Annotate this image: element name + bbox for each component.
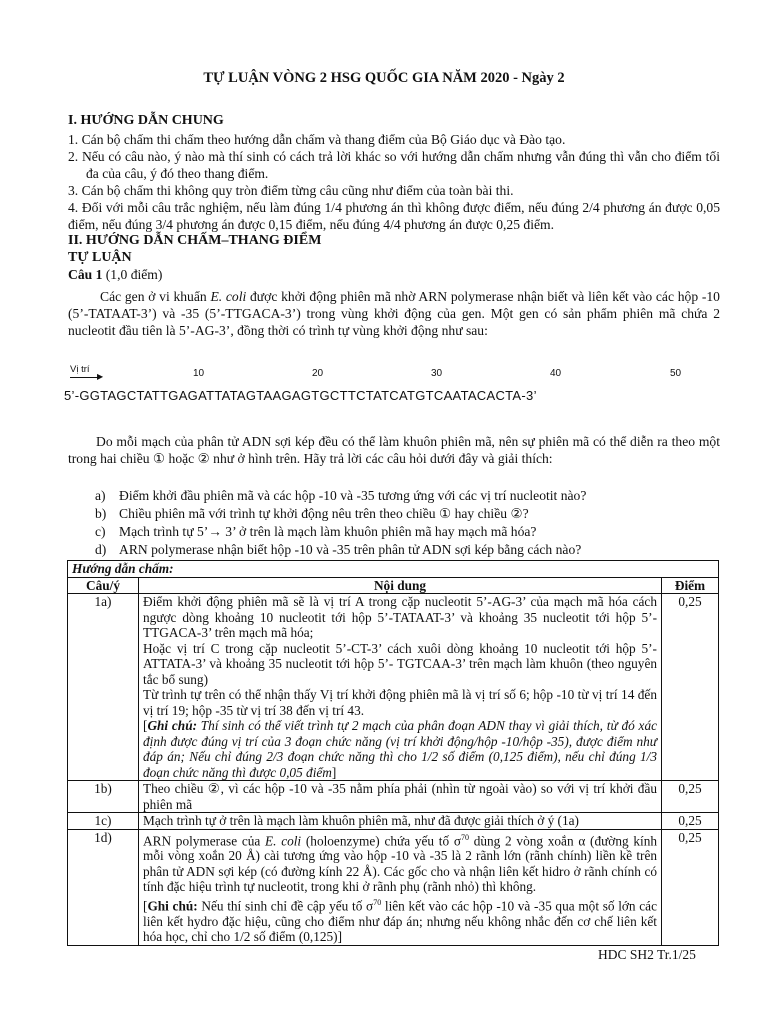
note-text: liên kết vào các hộp -10 và -35 qua một số lớn các liên kết hydro đặc hiệu, cũng cho điểm như đáp án; nhưng nếu không nhắc đến cơ chế liên kết hóa học, chỉ cho 1/2 số điểm (0,125)]: [143, 898, 657, 945]
row-content: Theo chiều ②, vì các hộp -10 và -35 nằm phía phải (nhìn từ ngoài vào) so với vị trí khởi đầu phiên mã: [139, 781, 662, 813]
section2-subheading: TỰ LUẬN: [68, 250, 132, 265]
question-label: b): [95, 506, 107, 521]
instruction-item: 2. Nếu có câu nào, ý nào mà thí sinh có cách trả lời khác so với hướng dẫn chấm nhưng vẫn đúng thì vẫn cho điểm tối đa của câu, ý đó theo thang điểm.: [68, 149, 720, 181]
grading-table: [67, 560, 719, 946]
species-name: E. coli: [210, 289, 247, 304]
answer-note: [Ghi chú: Thí sinh có thể viết trình tự 2 mạch của phân đoạn ADN thay vì giải thích, từ đó xác định được đúng vị trí của 3 đoạn chức năng (vị trí khởi động/hộp -10/hộp -35), được điểm như đáp án; Nếu chỉ đúng 2/3 đoạn chức năng thì cho 1/2 số điểm (0,125 điểm), nếu chỉ đúng 1/3 đoạn chức năng thì được 0,05 điểm]: [143, 718, 657, 780]
question-label: d): [95, 542, 107, 557]
answer-paragraph: Hoặc vị trí C trong cặp nucleotit 5’-CT-3’ cách xuôi dòng khoảng 10 nucleotit tới hộp 5’-ATTATA-3’ và khoảng 35 nucleotit tới hộp 5’- TGTCAA-3’ trên mạch làm khuôn (theo nguyên tắc bổ sung): [143, 640, 657, 687]
answer-paragraph: [143, 830, 657, 895]
row-content: [139, 594, 662, 781]
answer-note: [Ghi chú: Nếu thí sinh chỉ đề cập yếu tố $\sigma^{70}$ liên kết vào các hộp -10 và -35 qua một số lớn các liên kết hydro đặc hiệu, cũng cho điểm như đáp án; nhưng nếu không nhắc đến cơ chế liên kết hóa học, chỉ cho 1/2 số điểm (0,125)]: [143, 897, 657, 945]
sigma-superscript: 70: [461, 832, 469, 842]
question1-heading: [68, 266, 162, 283]
position-tick: 10: [193, 368, 205, 379]
row-id: 1d): [68, 829, 139, 945]
position-tick: 20: [312, 368, 324, 379]
question-list: [95, 487, 725, 558]
table-caption-row: [68, 561, 719, 578]
row-content: Mạch trình tự ở trên là mạch làm khuôn phiên mã, như đã được giải thích ở ý (1a): [139, 813, 662, 830]
question-text: Mạch trình tự 5’→ 3’ ở trên là mạch làm khuôn phiên mã hay mạch mã hóa?: [119, 524, 537, 539]
note-text: Thí sinh có thể viết trình tự 2 mạch của phân đoạn ADN thay vì giải thích, từ đó xác định được đúng vị trí của 3 đoạn chức năng (vị trí khởi động/hộp -10/hộp -35), được điểm như đáp án; Nếu chỉ đúng 2/3 đoạn chức năng thì cho 1/2 số điểm (0,125 điểm), nếu chỉ đúng 1/3 đoạn chức năng thì được 0,05 điểm: [143, 718, 657, 780]
document-title: TỰ LUẬN VÒNG 2 HSG QUỐC GIA NĂM 2020 - Ngày 2: [203, 70, 565, 86]
position-tick: 30: [431, 368, 443, 379]
species-name: E. coli: [265, 832, 302, 848]
intro-text: Các gen ở vi khuẩn: [100, 289, 211, 304]
answer-text: (holoenzyme) chứa yếu tố σ: [301, 832, 461, 848]
position-tick: 40: [550, 368, 562, 379]
instruction-item: 4. Đối với mỗi câu trắc nghiệm, nếu làm đúng 1/4 phương án thì không được điểm, nếu đúng 2/4 phương án được 0,05 điểm, nếu đúng 3/4 phương án được 0,15 điểm, nếu đúng 4/4 phương án được 0,25 điểm.: [68, 200, 720, 232]
question1-points: (1,0 điểm): [102, 267, 163, 282]
answer-text: ARN polymerase của: [143, 832, 266, 848]
sigma-superscript: 70: [373, 897, 382, 907]
question1-prompt: Do mỗi mạch của phân tử ADN sợi kép đều có thể làm khuôn phiên mã, nên sự phiên mã có thể diễn ra theo một trong hai chiều ① hoặc ② như ở hình trên. Hãy trả lời các câu hỏi dưới đây và giải thích:: [68, 434, 720, 466]
section1-heading: I. HƯỚNG DẪN CHUNG: [68, 113, 224, 128]
row-id: 1b): [68, 781, 139, 813]
row-content: [139, 829, 662, 945]
note-label: Ghi chú:: [147, 898, 198, 914]
row-score: 0,25: [662, 813, 719, 830]
row-score: 0,25: [662, 781, 719, 813]
answer-paragraph: Từ trình tự trên có thể nhận thấy Vị trí khởi động phiên mã là vị trí số 6; hộp -10 từ vị trí 14 đến vị trí 19; hộp -35 từ vị trí 38 đến vị trí 43.: [143, 687, 657, 718]
question-text: Chiều phiên mã với trình tự khởi động nêu trên theo chiều ① hay chiều ②?: [119, 506, 529, 521]
column-header: Câu/ý: [68, 577, 139, 594]
question-item: [95, 523, 725, 540]
question-item: [95, 487, 725, 504]
section2-heading: II. HƯỚNG DẪN CHẤM–THANG ĐIỂM: [68, 233, 322, 248]
table-row: [68, 813, 719, 830]
instruction-item: 3. Cán bộ chấm thi không quy tròn điểm từng câu cũng như điểm của toàn bài thi.: [68, 183, 514, 198]
question-label: c): [95, 524, 106, 539]
position-arrow-line: [70, 377, 100, 378]
column-header: Điểm: [662, 577, 719, 594]
table-row: [68, 594, 719, 781]
row-id: 1c): [68, 813, 139, 830]
answer-paragraph: Điểm khởi động phiên mã sẽ là vị trí A trong cặp nucleotit 5’-AG-3’ của mạch mã hóa cách ngược dòng khoảng 10 nucleotit tới hộp 5’-TATAAT-3’ và khoảng 35 nucleotit tới hộp 5’-TTGACA-3’ trên mạch mã hóa;: [143, 594, 657, 640]
question-item: [95, 505, 725, 522]
general-instructions: [68, 131, 720, 233]
instruction-item: 1. Cán bộ chấm thi chấm theo hướng dẫn chấm và thang điểm của Bộ Giáo dục và Đào tạo.: [68, 132, 566, 147]
column-header: Nội dung: [139, 577, 662, 594]
sequence-position-scale: [70, 366, 730, 380]
question1-intro: [68, 288, 720, 339]
position-tick: 50: [670, 368, 682, 379]
table-header-row: [68, 577, 719, 594]
question1-label: Câu 1: [68, 267, 103, 282]
answer-text: dùng 2 vòng xoắn α (đường kính mỗi vòng xoắn 20 Å) cài tương ứng vào hộp -10 và -35 là 2 rãnh lớn (rãnh chính) liền kề trên phân tử ADN sợi kép (có đường kính 22 Å). Các gốc cho và nhận liên kết hidro ở rãnh chính có tính đặc hiệu trình tự nucleotit, trong khi ở rãnh phụ (rãnh nhỏ) thì không.: [143, 832, 658, 895]
position-label: Vị trí: [70, 364, 90, 375]
promoter-sequence: 5’-GGTAGCTATTGAGATTATAGTAAGAGTGCTTCTATCATGTCAATACACTA-3’: [64, 388, 537, 403]
note-text: Nếu thí sinh chỉ đề cập yếu tố σ: [197, 898, 374, 914]
intro-text: được khởi động phiên mã nhờ ARN polymerase nhận biết và liên kết vào các hộp -10 (5’-TATAAT-3’) và -35 (5’-TTGACA-3’) trong vùng khởi động của gen. Một gen có sản phẩm phiên mã chứa 2 nucleotit đầu tiên là 5’-AG-3’, đồng thời có trình tự vùng khởi động như sau:: [68, 289, 720, 338]
question-text: ARN polymerase nhận biết hộp -10 và -35 trên phân tử ADN sợi kép bằng cách nào?: [119, 542, 582, 557]
table-row: [68, 781, 719, 813]
arrow-right-icon: ▶: [97, 372, 104, 381]
row-score: 0,25: [662, 594, 719, 781]
note-label: Ghi chú:: [147, 718, 198, 733]
table-caption: Hướng dẫn chấm:: [68, 561, 719, 578]
question-label: a): [95, 488, 106, 503]
page-footer: HDC SH2 Tr.1/25: [598, 947, 696, 962]
row-score: 0,25: [662, 829, 719, 945]
table-row: [68, 829, 719, 945]
row-id: 1a): [68, 594, 139, 781]
question-item: [95, 541, 725, 558]
question-text: Điểm khởi đầu phiên mã và các hộp -10 và -35 tương ứng với các vị trí nucleotit nào?: [119, 488, 587, 503]
